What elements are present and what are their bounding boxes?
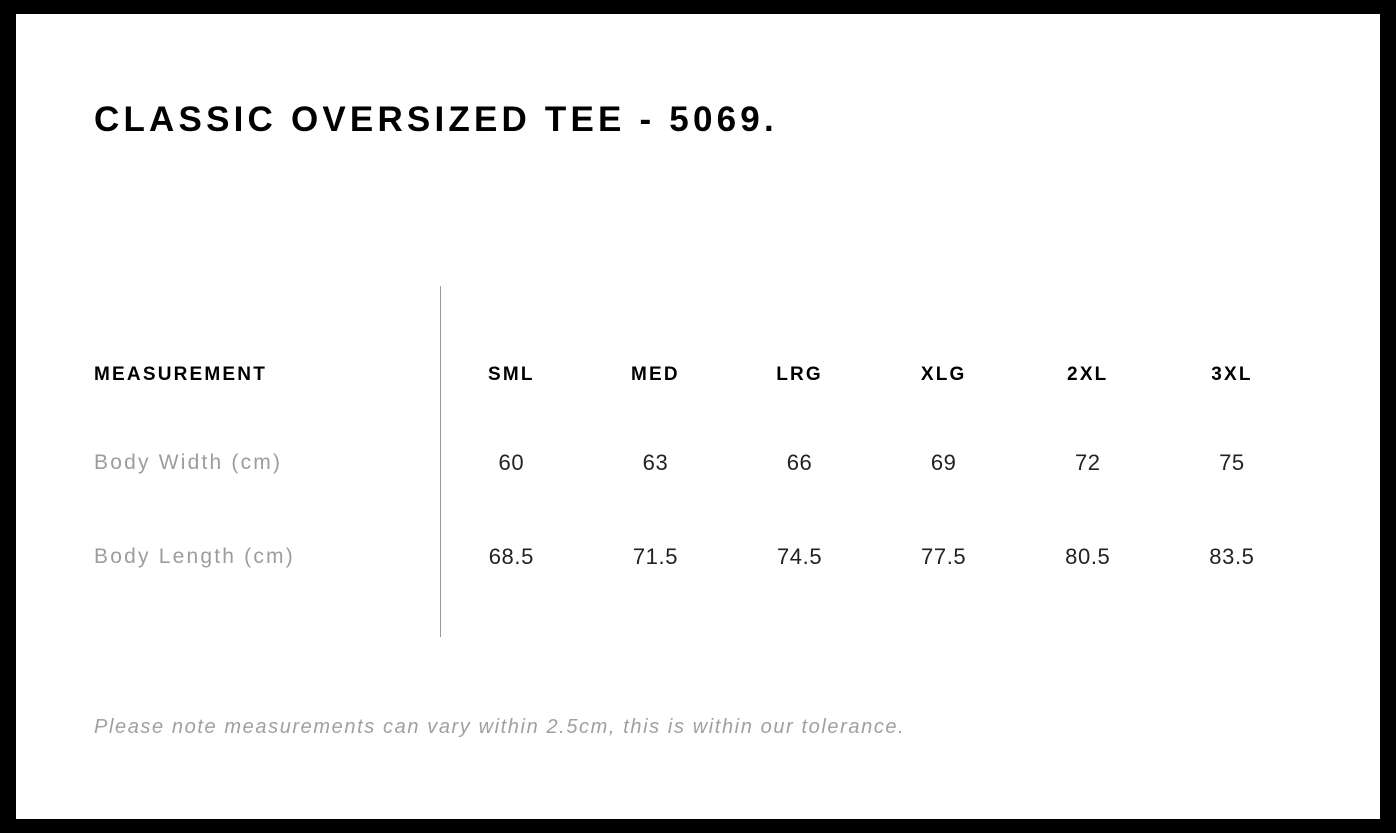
row-label-body-width: Body Width (cm) xyxy=(94,451,283,474)
cell-body-width-2xl: 72 xyxy=(1074,450,1101,475)
column-header-lrg: LRG xyxy=(776,364,823,385)
row-label-body-length: Body Length (cm) xyxy=(94,545,295,568)
cell-body-width-xlg: 69 xyxy=(930,450,957,475)
column-header-3xl: 3XL xyxy=(1211,364,1253,385)
cell-body-length-med: 71.5 xyxy=(632,544,679,569)
size-chart-table xyxy=(94,334,1304,604)
column-header-xlg: XLG xyxy=(920,364,967,385)
cell-body-length-sml: 68.5 xyxy=(488,544,534,569)
cell-body-length-lrg: 74.5 xyxy=(776,544,823,569)
column-header-2xl: 2XL xyxy=(1067,364,1109,385)
page-title: CLASSIC OVERSIZED TEE - 5069. xyxy=(94,100,778,139)
cell-body-length-2xl: 80.5 xyxy=(1065,544,1111,569)
column-header-sml: SML xyxy=(487,364,535,385)
cell-body-width-med: 63 xyxy=(642,450,669,475)
tolerance-note: Please note measurements can vary within 2.5cm, this is within our tolerance. xyxy=(94,716,906,738)
cell-body-width-lrg: 66 xyxy=(786,450,813,475)
column-header-med: MED xyxy=(631,364,680,385)
column-header-measurement: MEASUREMENT xyxy=(94,364,268,385)
size-chart-page xyxy=(16,14,1380,819)
cell-body-length-3xl: 83.5 xyxy=(1209,544,1255,569)
cell-body-length-xlg: 77.5 xyxy=(921,544,967,569)
cell-body-width-3xl: 75 xyxy=(1219,450,1245,475)
cell-body-width-sml: 60 xyxy=(498,450,525,475)
table-row xyxy=(94,510,1304,604)
table-row xyxy=(94,416,1304,510)
table-header-row xyxy=(94,334,1304,416)
